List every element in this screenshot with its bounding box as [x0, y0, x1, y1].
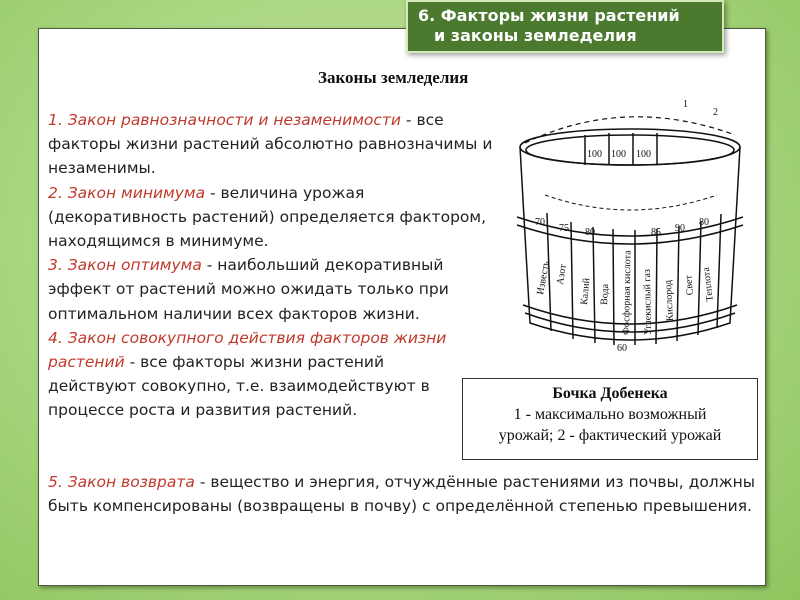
bottom-value-60: 60	[617, 343, 627, 354]
law-1-name: 1. Закон равнозначности и незаменимости	[48, 111, 401, 129]
marker-1: 1	[683, 99, 688, 110]
marker-2: 2	[713, 107, 718, 118]
stave-fosfor: Фосфорная кислота	[621, 250, 634, 336]
top-value-2: 100	[611, 149, 626, 160]
inner-value-70: 70	[535, 217, 545, 228]
section-title: Законы земледелия	[318, 68, 469, 87]
law-3-text: - наибольший декоративный эффект от растений можно ожидать только при оптимальном наличии всех факторов жизни.	[48, 256, 449, 323]
inner-value-80a: 80	[585, 227, 595, 238]
caption-line-1: 1 - максимально возможный	[513, 406, 707, 423]
law-2-name: 2. Закон минимума	[48, 183, 206, 202]
law-4-name: 4. Закон совокупного действия факторов жизни растений	[48, 328, 447, 372]
stave-kaliy: Калий	[579, 277, 593, 306]
stave-voda: Вода	[599, 283, 612, 306]
law-4	[48, 326, 468, 423]
stave-svet: Свет	[683, 274, 696, 296]
law-3	[48, 253, 494, 326]
law-1	[48, 108, 494, 181]
dobenek-barrel-diagram	[505, 95, 755, 365]
law-1-text: - все факторы жизни растений абсолютно равнозначимы и незаменимы.	[48, 111, 493, 178]
header-line-1: 6. Факторы жизни растений	[418, 6, 680, 25]
stave-azot: Азот	[555, 263, 569, 286]
law-5-name: 5. Закон возврата	[48, 473, 195, 491]
law-2	[48, 181, 494, 254]
inner-value-80b: 80	[699, 217, 709, 228]
law-3-name: 3. Закон оптимума	[48, 256, 202, 275]
inner-value-75: 75	[559, 223, 569, 234]
inner-value-90: 90	[675, 223, 685, 234]
top-value-1: 100	[587, 149, 602, 160]
header-line-2: и законы земледелия	[434, 26, 637, 45]
stave-izvest: Известь	[535, 260, 552, 296]
law-5	[48, 470, 758, 518]
slide-header	[406, 0, 724, 53]
stave-uglekisly: Углекислый газ	[641, 269, 654, 336]
stave-kislorod: Кислород	[662, 279, 676, 322]
law-5-text: - вещество и энергия, отчуждённые растениями из почвы, должны быть компенсированы (возвращены в почву) с определённой степенью превышения.	[48, 473, 756, 516]
caption-title: Бочка Добенека	[552, 385, 668, 402]
inner-value-85: 85	[651, 227, 661, 238]
law-4-text: - все факторы жизни растений действуют совокупно, т.е. взаимодействуют в процессе роста и развития растений.	[48, 353, 430, 420]
stave-teplota: Теплота	[700, 266, 716, 302]
caption-line-2: урожай; 2 - фактический урожай	[498, 427, 722, 444]
barrel-caption	[462, 378, 758, 460]
laws-list	[48, 108, 494, 423]
law-2-text: - величина урожая (декоративность растений) определяется фактором, находящимся в минимуме.	[48, 183, 487, 251]
top-value-3: 100	[636, 149, 651, 160]
